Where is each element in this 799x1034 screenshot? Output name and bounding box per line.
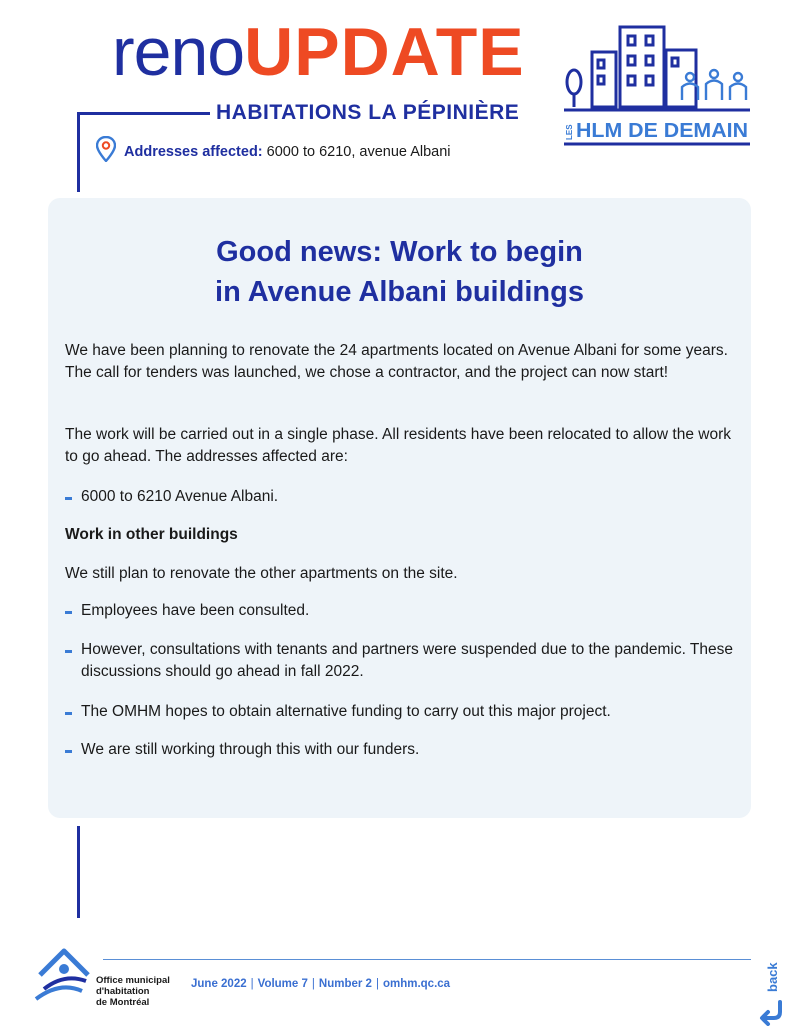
decorative-vertical-line-bottom [77,826,80,918]
list-item [65,701,735,723]
section-subheading: Work in other buildings [65,526,238,543]
footer-website-link[interactable]: omhm.qc.ca [382,978,451,990]
hlm-logo-text: HLM DE DEMAIN [576,120,748,142]
brand-title [112,14,525,90]
location-pin-icon [96,136,116,162]
list-item-text: However, consultations with tenants and partners were suspended due to the pandemic. These discussions should go ahead in fall 2022. [81,641,733,680]
bullet-dash [65,497,72,500]
article-title [48,232,751,312]
list-item [65,486,735,508]
list-item [65,739,735,761]
footer-separator: | [250,978,254,990]
address-value: 6000 to 6210, avenue Albani [266,144,451,160]
hlm-buildings-icon [562,22,752,146]
footer-separator: | [311,978,315,990]
org-line2: d'habitation [96,986,150,997]
bullet-dash [65,611,72,614]
footer-number: Number 2 [318,978,372,990]
footer-divider [103,959,751,960]
list-item-text: The OMHM hopes to obtain alternative funding to carry out this major project. [81,703,611,720]
omhm-logo-icon [34,945,94,1003]
article-title-line1: Good news: Work to begin [216,236,583,268]
decorative-horizontal-line [77,112,210,115]
bullet-dash [65,650,72,653]
decorative-vertical-line [77,112,80,192]
project-subtitle: HABITATIONS LA PÉPINIÈRE [216,101,520,124]
organization-name [96,975,170,1008]
paragraph-other-buildings: We still plan to renovate the other apartments on the site. [65,565,458,582]
paragraph-intro: We have been planning to renovate the 24 apartments located on Avenue Albani for some years. The call for tenders was launched, we chose a contractor, and the project can now start! [65,342,728,381]
list-item [65,600,735,622]
bullet-dash [65,750,72,753]
list-item [65,639,735,683]
hlm-logo-prefix: LES [565,124,574,140]
paragraph-phase: The work will be carried out in a single phase. All residents have been relocated to allow the work to go ahead. The addresses affected are: [65,426,732,465]
footer-publication-info [191,978,450,990]
footer-separator: | [375,978,379,990]
article-title-line2: in Avenue Albani buildings [215,276,584,308]
address-line [96,136,451,162]
address-label: Addresses affected: [124,144,263,160]
brand-update: UPDATE [244,14,525,90]
footer-date: June 2022 [191,978,247,990]
back-arrow-icon[interactable] [758,998,786,1026]
list-item-text: We are still working through this with our funders. [81,741,420,758]
org-line1: Office municipal [96,975,170,986]
org-line3: de Montréal [96,997,150,1008]
bullet-dash [65,712,72,715]
list-item-text: Employees have been consulted. [81,602,310,619]
back-link[interactable]: back [765,962,780,992]
footer-volume: Volume 7 [257,978,308,990]
brand-reno: reno [112,14,245,90]
list-item-text: 6000 to 6210 Avenue Albani. [81,488,279,505]
